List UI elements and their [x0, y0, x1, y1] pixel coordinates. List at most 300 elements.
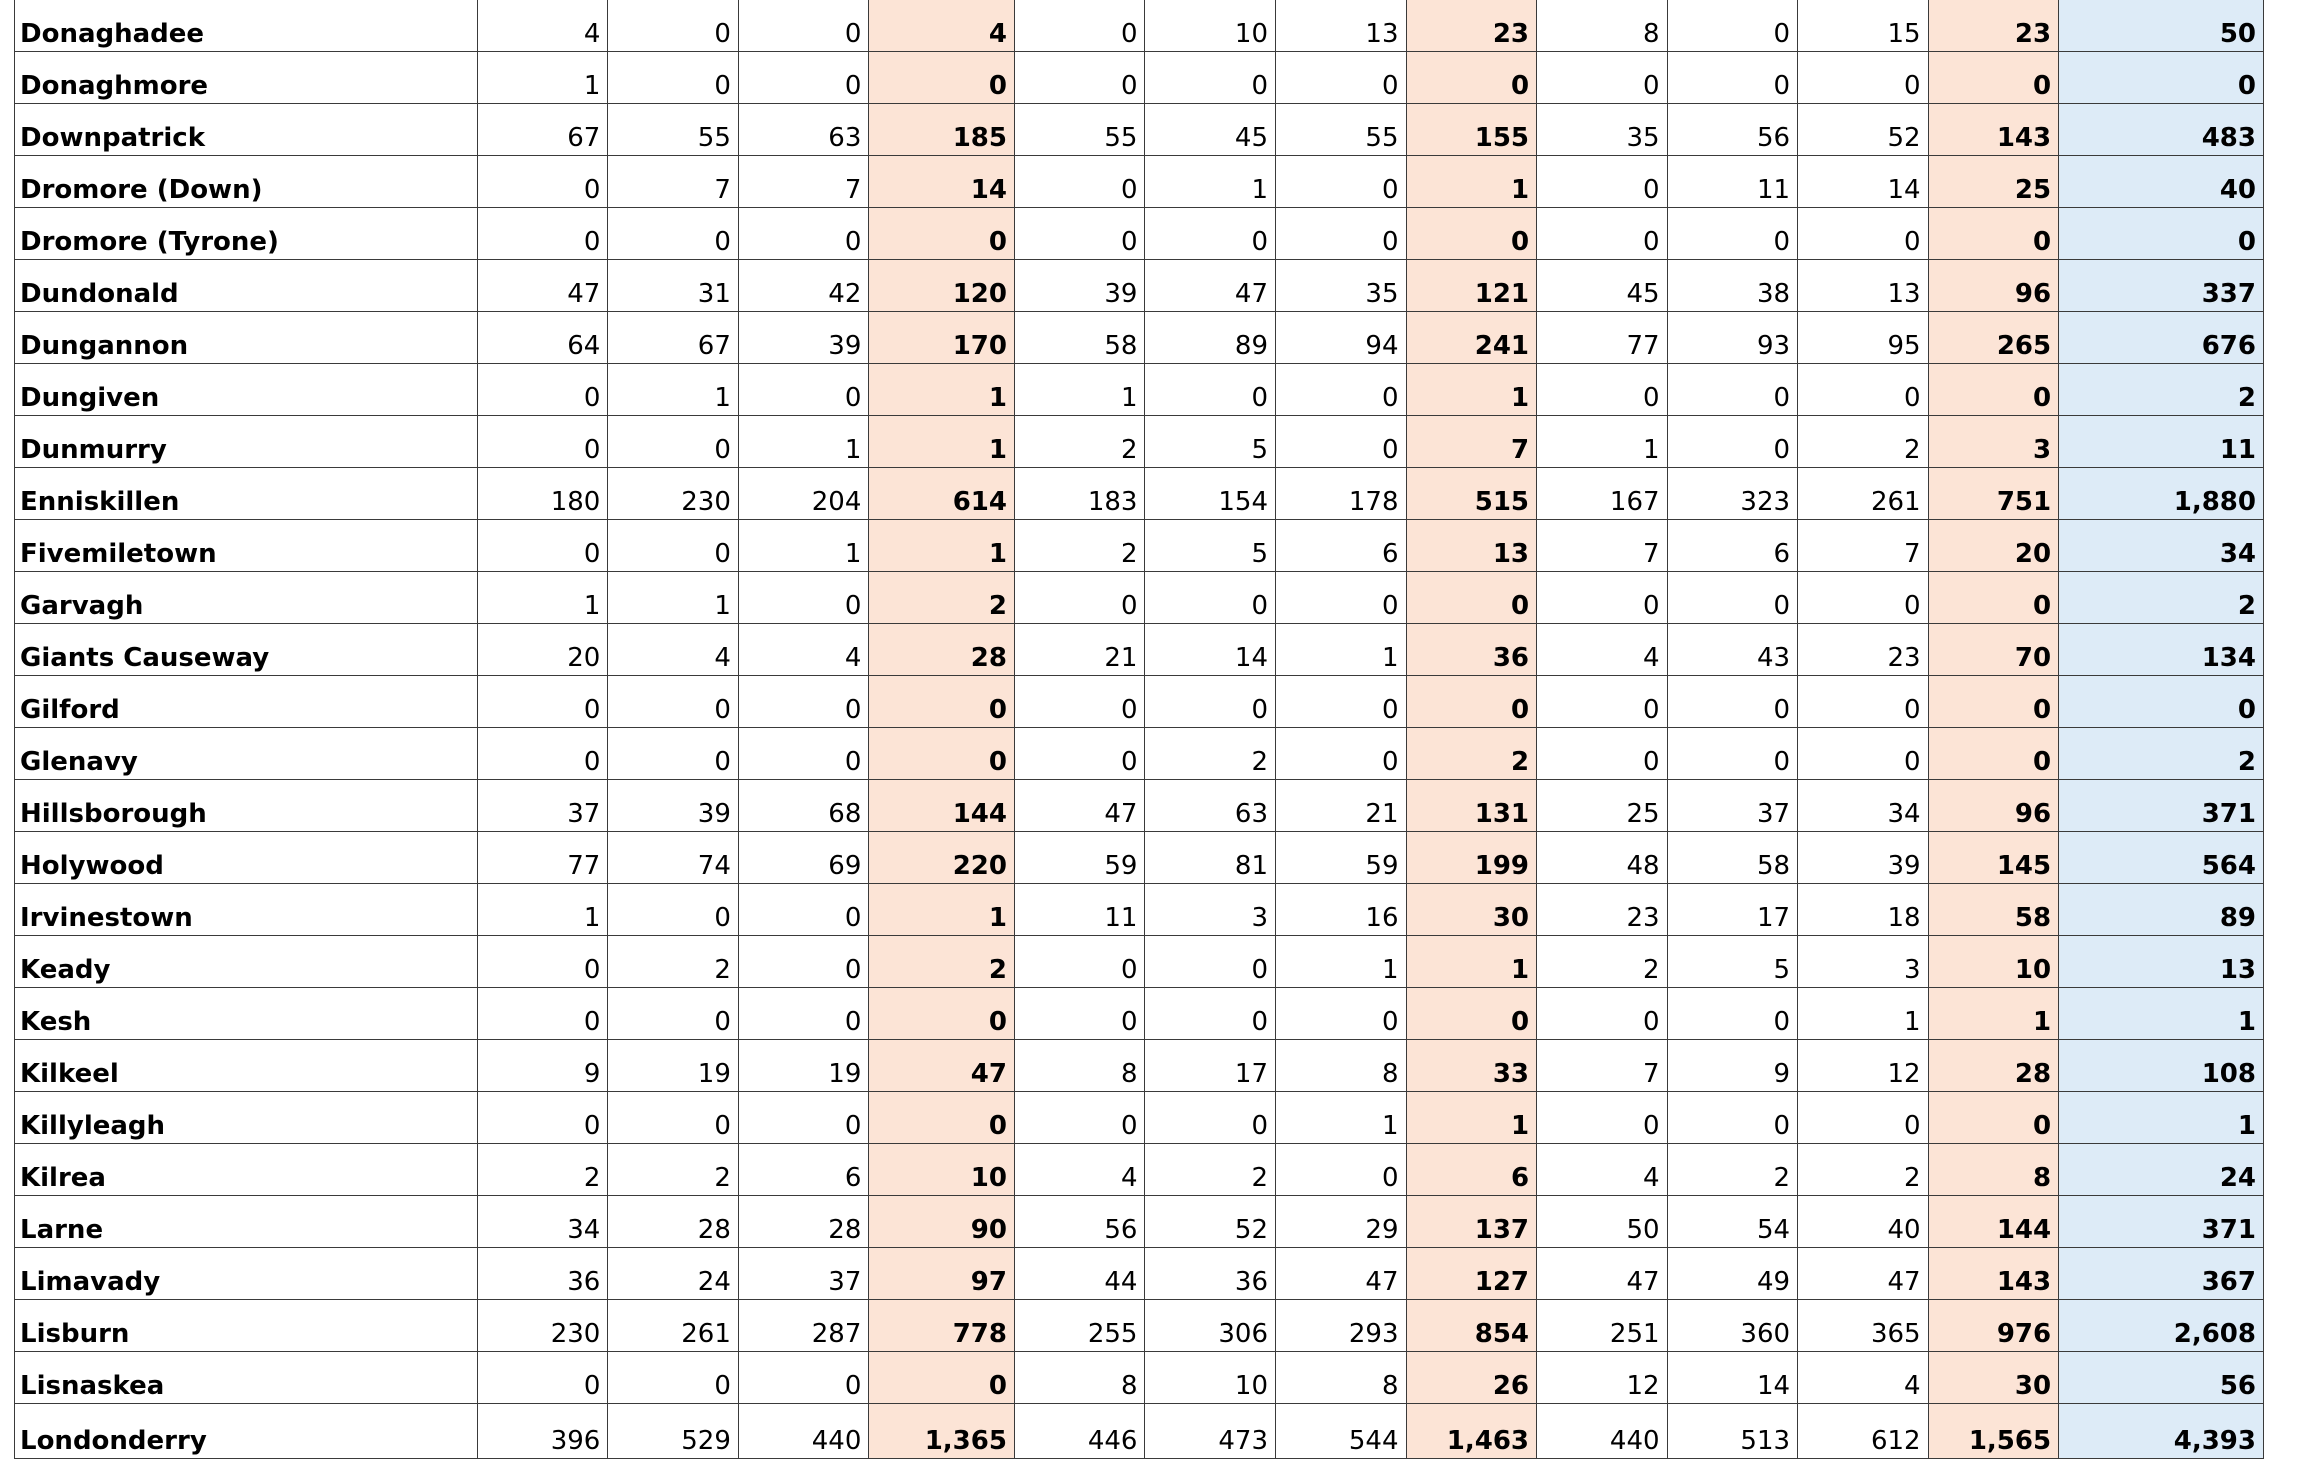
value-cell[interactable]: 204: [738, 468, 869, 520]
value-cell[interactable]: 0: [1667, 1092, 1798, 1144]
value-cell[interactable]: 0: [1276, 416, 1407, 468]
subtotal-cell[interactable]: 58: [1928, 884, 2059, 936]
value-cell[interactable]: 0: [1145, 52, 1276, 104]
town-name-cell[interactable]: Fivemiletown: [15, 520, 478, 572]
value-cell[interactable]: 56: [1667, 104, 1798, 156]
value-cell[interactable]: 36: [477, 1248, 608, 1300]
value-cell[interactable]: 47: [1014, 780, 1145, 832]
value-cell[interactable]: 55: [1014, 104, 1145, 156]
value-cell[interactable]: 0: [738, 728, 869, 780]
value-cell[interactable]: 59: [1014, 832, 1145, 884]
value-cell[interactable]: 0: [1537, 364, 1668, 416]
value-cell[interactable]: 43: [1667, 624, 1798, 676]
value-cell[interactable]: 95: [1798, 312, 1929, 364]
subtotal-cell[interactable]: 0: [1928, 1092, 2059, 1144]
value-cell[interactable]: 0: [1014, 936, 1145, 988]
value-cell[interactable]: 21: [1014, 624, 1145, 676]
value-cell[interactable]: 7: [1798, 520, 1929, 572]
value-cell[interactable]: 37: [738, 1248, 869, 1300]
value-cell[interactable]: 1: [1145, 156, 1276, 208]
value-cell[interactable]: 31: [608, 260, 739, 312]
value-cell[interactable]: 0: [1014, 572, 1145, 624]
subtotal-cell[interactable]: 47: [869, 1040, 1015, 1092]
value-cell[interactable]: 15: [1798, 0, 1929, 52]
value-cell[interactable]: 5: [1667, 936, 1798, 988]
subtotal-cell[interactable]: 515: [1406, 468, 1537, 520]
total-cell[interactable]: 0: [2059, 676, 2264, 728]
value-cell[interactable]: 54: [1667, 1196, 1798, 1248]
value-cell[interactable]: 0: [1667, 52, 1798, 104]
value-cell[interactable]: 4: [477, 0, 608, 52]
value-cell[interactable]: 0: [1798, 572, 1929, 624]
value-cell[interactable]: 473: [1145, 1404, 1276, 1459]
subtotal-cell[interactable]: 127: [1406, 1248, 1537, 1300]
value-cell[interactable]: 47: [1798, 1248, 1929, 1300]
total-cell[interactable]: 676: [2059, 312, 2264, 364]
value-cell[interactable]: 58: [1667, 832, 1798, 884]
value-cell[interactable]: 5: [1145, 416, 1276, 468]
value-cell[interactable]: 64: [477, 312, 608, 364]
subtotal-cell[interactable]: 0: [1928, 364, 2059, 416]
value-cell[interactable]: 0: [738, 572, 869, 624]
value-cell[interactable]: 0: [1145, 988, 1276, 1040]
subtotal-cell[interactable]: 1: [1406, 936, 1537, 988]
subtotal-cell[interactable]: 14: [869, 156, 1015, 208]
subtotal-cell[interactable]: 0: [1928, 52, 2059, 104]
value-cell[interactable]: 0: [477, 936, 608, 988]
subtotal-cell[interactable]: 0: [1406, 988, 1537, 1040]
value-cell[interactable]: 1: [738, 520, 869, 572]
town-name-cell[interactable]: Lisnaskea: [15, 1352, 478, 1404]
total-cell[interactable]: 2: [2059, 572, 2264, 624]
subtotal-cell[interactable]: 30: [1928, 1352, 2059, 1404]
value-cell[interactable]: 14: [1145, 624, 1276, 676]
town-name-cell[interactable]: Lisburn: [15, 1300, 478, 1352]
subtotal-cell[interactable]: 120: [869, 260, 1015, 312]
value-cell[interactable]: 37: [477, 780, 608, 832]
subtotal-cell[interactable]: 70: [1928, 624, 2059, 676]
value-cell[interactable]: 261: [608, 1300, 739, 1352]
value-cell[interactable]: 6: [738, 1144, 869, 1196]
value-cell[interactable]: 4: [1537, 1144, 1668, 1196]
value-cell[interactable]: 47: [477, 260, 608, 312]
value-cell[interactable]: 0: [738, 208, 869, 260]
value-cell[interactable]: 50: [1537, 1196, 1668, 1248]
value-cell[interactable]: 69: [738, 832, 869, 884]
value-cell[interactable]: 0: [1667, 0, 1798, 52]
total-cell[interactable]: 11: [2059, 416, 2264, 468]
value-cell[interactable]: 2: [477, 1144, 608, 1196]
town-name-cell[interactable]: Dromore (Tyrone): [15, 208, 478, 260]
value-cell[interactable]: 230: [477, 1300, 608, 1352]
subtotal-cell[interactable]: 10: [1928, 936, 2059, 988]
value-cell[interactable]: 287: [738, 1300, 869, 1352]
subtotal-cell[interactable]: 2: [869, 936, 1015, 988]
value-cell[interactable]: 59: [1276, 832, 1407, 884]
value-cell[interactable]: 446: [1014, 1404, 1145, 1459]
total-cell[interactable]: 134: [2059, 624, 2264, 676]
subtotal-cell[interactable]: 854: [1406, 1300, 1537, 1352]
value-cell[interactable]: 67: [477, 104, 608, 156]
town-name-cell[interactable]: Hillsborough: [15, 780, 478, 832]
value-cell[interactable]: 20: [477, 624, 608, 676]
value-cell[interactable]: 612: [1798, 1404, 1929, 1459]
value-cell[interactable]: 47: [1276, 1248, 1407, 1300]
value-cell[interactable]: 0: [1014, 52, 1145, 104]
value-cell[interactable]: 2: [1014, 416, 1145, 468]
value-cell[interactable]: 0: [1276, 676, 1407, 728]
subtotal-cell[interactable]: 199: [1406, 832, 1537, 884]
value-cell[interactable]: 0: [738, 364, 869, 416]
value-cell[interactable]: 0: [1145, 364, 1276, 416]
value-cell[interactable]: 0: [1014, 156, 1145, 208]
value-cell[interactable]: 0: [738, 676, 869, 728]
total-cell[interactable]: 0: [2059, 52, 2264, 104]
value-cell[interactable]: 0: [1537, 52, 1668, 104]
value-cell[interactable]: 18: [1798, 884, 1929, 936]
value-cell[interactable]: 0: [1667, 416, 1798, 468]
value-cell[interactable]: 17: [1667, 884, 1798, 936]
value-cell[interactable]: 38: [1667, 260, 1798, 312]
value-cell[interactable]: 0: [1667, 988, 1798, 1040]
subtotal-cell[interactable]: 33: [1406, 1040, 1537, 1092]
value-cell[interactable]: 0: [1667, 676, 1798, 728]
subtotal-cell[interactable]: 185: [869, 104, 1015, 156]
value-cell[interactable]: 183: [1014, 468, 1145, 520]
value-cell[interactable]: 0: [1145, 936, 1276, 988]
value-cell[interactable]: 81: [1145, 832, 1276, 884]
value-cell[interactable]: 19: [738, 1040, 869, 1092]
value-cell[interactable]: 1: [1537, 416, 1668, 468]
total-cell[interactable]: 108: [2059, 1040, 2264, 1092]
value-cell[interactable]: 74: [608, 832, 739, 884]
value-cell[interactable]: 0: [1145, 676, 1276, 728]
subtotal-cell[interactable]: 30: [1406, 884, 1537, 936]
value-cell[interactable]: 36: [1145, 1248, 1276, 1300]
value-cell[interactable]: 0: [608, 416, 739, 468]
value-cell[interactable]: 0: [1014, 988, 1145, 1040]
value-cell[interactable]: 28: [608, 1196, 739, 1248]
value-cell[interactable]: 8: [1537, 0, 1668, 52]
value-cell[interactable]: 0: [608, 520, 739, 572]
value-cell[interactable]: 0: [477, 416, 608, 468]
town-name-cell[interactable]: Dromore (Down): [15, 156, 478, 208]
value-cell[interactable]: 1: [1276, 936, 1407, 988]
value-cell[interactable]: 0: [1145, 1092, 1276, 1144]
value-cell[interactable]: 67: [608, 312, 739, 364]
total-cell[interactable]: 50: [2059, 0, 2264, 52]
value-cell[interactable]: 24: [608, 1248, 739, 1300]
value-cell[interactable]: 154: [1145, 468, 1276, 520]
subtotal-cell[interactable]: 1,565: [1928, 1404, 2059, 1459]
value-cell[interactable]: 0: [1667, 208, 1798, 260]
value-cell[interactable]: 56: [1014, 1196, 1145, 1248]
value-cell[interactable]: 55: [1276, 104, 1407, 156]
value-cell[interactable]: 365: [1798, 1300, 1929, 1352]
subtotal-cell[interactable]: 90: [869, 1196, 1015, 1248]
town-name-cell[interactable]: Larne: [15, 1196, 478, 1248]
value-cell[interactable]: 293: [1276, 1300, 1407, 1352]
value-cell[interactable]: 0: [608, 988, 739, 1040]
value-cell[interactable]: 0: [608, 0, 739, 52]
value-cell[interactable]: 1: [1014, 364, 1145, 416]
value-cell[interactable]: 0: [1276, 728, 1407, 780]
value-cell[interactable]: 77: [477, 832, 608, 884]
subtotal-cell[interactable]: 0: [1928, 676, 2059, 728]
value-cell[interactable]: 0: [1145, 572, 1276, 624]
subtotal-cell[interactable]: 13: [1406, 520, 1537, 572]
value-cell[interactable]: 45: [1537, 260, 1668, 312]
subtotal-cell[interactable]: 20: [1928, 520, 2059, 572]
value-cell[interactable]: 13: [1798, 260, 1929, 312]
subtotal-cell[interactable]: 0: [1406, 52, 1537, 104]
value-cell[interactable]: 34: [477, 1196, 608, 1248]
value-cell[interactable]: 0: [1798, 676, 1929, 728]
total-cell[interactable]: 34: [2059, 520, 2264, 572]
value-cell[interactable]: 2: [1798, 416, 1929, 468]
value-cell[interactable]: 39: [1798, 832, 1929, 884]
value-cell[interactable]: 8: [1014, 1040, 1145, 1092]
value-cell[interactable]: 0: [738, 0, 869, 52]
value-cell[interactable]: 10: [1145, 0, 1276, 52]
value-cell[interactable]: 167: [1537, 468, 1668, 520]
value-cell[interactable]: 2: [1014, 520, 1145, 572]
value-cell[interactable]: 0: [1537, 572, 1668, 624]
town-name-cell[interactable]: Giants Causeway: [15, 624, 478, 676]
value-cell[interactable]: 94: [1276, 312, 1407, 364]
subtotal-cell[interactable]: 614: [869, 468, 1015, 520]
value-cell[interactable]: 39: [1014, 260, 1145, 312]
value-cell[interactable]: 0: [1537, 728, 1668, 780]
value-cell[interactable]: 0: [1014, 676, 1145, 728]
value-cell[interactable]: 1: [608, 572, 739, 624]
value-cell[interactable]: 1: [738, 416, 869, 468]
subtotal-cell[interactable]: 0: [869, 988, 1015, 1040]
subtotal-cell[interactable]: 0: [869, 676, 1015, 728]
town-name-cell[interactable]: Dunmurry: [15, 416, 478, 468]
value-cell[interactable]: 0: [1276, 156, 1407, 208]
subtotal-cell[interactable]: 28: [1928, 1040, 2059, 1092]
value-cell[interactable]: 4: [738, 624, 869, 676]
subtotal-cell[interactable]: 1,463: [1406, 1404, 1537, 1459]
town-name-cell[interactable]: Donaghadee: [15, 0, 478, 52]
value-cell[interactable]: 40: [1798, 1196, 1929, 1248]
value-cell[interactable]: 0: [1276, 364, 1407, 416]
subtotal-cell[interactable]: 0: [869, 52, 1015, 104]
total-cell[interactable]: 2,608: [2059, 1300, 2264, 1352]
value-cell[interactable]: 0: [1537, 208, 1668, 260]
value-cell[interactable]: 3: [1145, 884, 1276, 936]
value-cell[interactable]: 9: [477, 1040, 608, 1092]
value-cell[interactable]: 2: [1667, 1144, 1798, 1196]
total-cell[interactable]: 1: [2059, 1092, 2264, 1144]
subtotal-cell[interactable]: 143: [1928, 104, 2059, 156]
value-cell[interactable]: 16: [1276, 884, 1407, 936]
value-cell[interactable]: 440: [1537, 1404, 1668, 1459]
value-cell[interactable]: 0: [608, 676, 739, 728]
total-cell[interactable]: 56: [2059, 1352, 2264, 1404]
value-cell[interactable]: 0: [738, 52, 869, 104]
subtotal-cell[interactable]: 0: [869, 208, 1015, 260]
value-cell[interactable]: 7: [1537, 1040, 1668, 1092]
subtotal-cell[interactable]: 1: [1406, 156, 1537, 208]
value-cell[interactable]: 1: [477, 572, 608, 624]
value-cell[interactable]: 0: [1667, 572, 1798, 624]
value-cell[interactable]: 0: [1798, 208, 1929, 260]
subtotal-cell[interactable]: 0: [1928, 728, 2059, 780]
value-cell[interactable]: 48: [1537, 832, 1668, 884]
value-cell[interactable]: 323: [1667, 468, 1798, 520]
value-cell[interactable]: 4: [608, 624, 739, 676]
value-cell[interactable]: 35: [1537, 104, 1668, 156]
town-name-cell[interactable]: Kesh: [15, 988, 478, 1040]
value-cell[interactable]: 4: [1798, 1352, 1929, 1404]
town-name-cell[interactable]: Downpatrick: [15, 104, 478, 156]
value-cell[interactable]: 1: [1276, 1092, 1407, 1144]
value-cell[interactable]: 0: [1798, 52, 1929, 104]
total-cell[interactable]: 40: [2059, 156, 2264, 208]
subtotal-cell[interactable]: 1: [1406, 364, 1537, 416]
value-cell[interactable]: 0: [477, 728, 608, 780]
subtotal-cell[interactable]: 976: [1928, 1300, 2059, 1352]
subtotal-cell[interactable]: 23: [1928, 0, 2059, 52]
subtotal-cell[interactable]: 3: [1928, 416, 2059, 468]
value-cell[interactable]: 34: [1798, 780, 1929, 832]
value-cell[interactable]: 44: [1014, 1248, 1145, 1300]
value-cell[interactable]: 180: [477, 468, 608, 520]
value-cell[interactable]: 0: [477, 208, 608, 260]
value-cell[interactable]: 7: [608, 156, 739, 208]
subtotal-cell[interactable]: 25: [1928, 156, 2059, 208]
total-cell[interactable]: 4,393: [2059, 1404, 2264, 1459]
value-cell[interactable]: 1: [477, 52, 608, 104]
value-cell[interactable]: 0: [1667, 364, 1798, 416]
subtotal-cell[interactable]: 1: [869, 416, 1015, 468]
subtotal-cell[interactable]: 7: [1406, 416, 1537, 468]
value-cell[interactable]: 0: [477, 988, 608, 1040]
subtotal-cell[interactable]: 1: [1406, 1092, 1537, 1144]
subtotal-cell[interactable]: 1,365: [869, 1404, 1015, 1459]
value-cell[interactable]: 0: [1276, 52, 1407, 104]
value-cell[interactable]: 77: [1537, 312, 1668, 364]
value-cell[interactable]: 19: [608, 1040, 739, 1092]
total-cell[interactable]: 337: [2059, 260, 2264, 312]
subtotal-cell[interactable]: 143: [1928, 1248, 2059, 1300]
value-cell[interactable]: 261: [1798, 468, 1929, 520]
town-name-cell[interactable]: Dungannon: [15, 312, 478, 364]
total-cell[interactable]: 367: [2059, 1248, 2264, 1300]
value-cell[interactable]: 47: [1145, 260, 1276, 312]
value-cell[interactable]: 29: [1276, 1196, 1407, 1248]
value-cell[interactable]: 6: [1276, 520, 1407, 572]
value-cell[interactable]: 8: [1014, 1352, 1145, 1404]
subtotal-cell[interactable]: 137: [1406, 1196, 1537, 1248]
value-cell[interactable]: 513: [1667, 1404, 1798, 1459]
subtotal-cell[interactable]: 0: [1928, 208, 2059, 260]
total-cell[interactable]: 89: [2059, 884, 2264, 936]
value-cell[interactable]: 1: [608, 364, 739, 416]
value-cell[interactable]: 11: [1667, 156, 1798, 208]
subtotal-cell[interactable]: 2: [1406, 728, 1537, 780]
total-cell[interactable]: 1: [2059, 988, 2264, 1040]
value-cell[interactable]: 17: [1145, 1040, 1276, 1092]
total-cell[interactable]: 2: [2059, 364, 2264, 416]
value-cell[interactable]: 0: [1276, 572, 1407, 624]
value-cell[interactable]: 12: [1537, 1352, 1668, 1404]
value-cell[interactable]: 255: [1014, 1300, 1145, 1352]
subtotal-cell[interactable]: 144: [869, 780, 1015, 832]
value-cell[interactable]: 0: [608, 1092, 739, 1144]
subtotal-cell[interactable]: 0: [1406, 676, 1537, 728]
subtotal-cell[interactable]: 0: [869, 1092, 1015, 1144]
subtotal-cell[interactable]: 0: [1406, 208, 1537, 260]
value-cell[interactable]: 8: [1276, 1352, 1407, 1404]
subtotal-cell[interactable]: 4: [869, 0, 1015, 52]
value-cell[interactable]: 37: [1667, 780, 1798, 832]
value-cell[interactable]: 0: [477, 1352, 608, 1404]
value-cell[interactable]: 4: [1014, 1144, 1145, 1196]
value-cell[interactable]: 0: [1798, 364, 1929, 416]
value-cell[interactable]: 2: [1798, 1144, 1929, 1196]
value-cell[interactable]: 11: [1014, 884, 1145, 936]
value-cell[interactable]: 7: [738, 156, 869, 208]
town-name-cell[interactable]: Dungiven: [15, 364, 478, 416]
value-cell[interactable]: 440: [738, 1404, 869, 1459]
value-cell[interactable]: 0: [608, 1352, 739, 1404]
subtotal-cell[interactable]: 8: [1928, 1144, 2059, 1196]
value-cell[interactable]: 52: [1145, 1196, 1276, 1248]
value-cell[interactable]: 0: [608, 208, 739, 260]
value-cell[interactable]: 10: [1145, 1352, 1276, 1404]
value-cell[interactable]: 25: [1537, 780, 1668, 832]
value-cell[interactable]: 0: [738, 1092, 869, 1144]
value-cell[interactable]: 9: [1667, 1040, 1798, 1092]
value-cell[interactable]: 0: [608, 884, 739, 936]
subtotal-cell[interactable]: 144: [1928, 1196, 2059, 1248]
town-name-cell[interactable]: Garvagh: [15, 572, 478, 624]
value-cell[interactable]: 0: [1014, 208, 1145, 260]
subtotal-cell[interactable]: 131: [1406, 780, 1537, 832]
subtotal-cell[interactable]: 1: [869, 884, 1015, 936]
value-cell[interactable]: 0: [1537, 1092, 1668, 1144]
subtotal-cell[interactable]: 170: [869, 312, 1015, 364]
value-cell[interactable]: 0: [477, 520, 608, 572]
subtotal-cell[interactable]: 26: [1406, 1352, 1537, 1404]
value-cell[interactable]: 0: [1014, 728, 1145, 780]
subtotal-cell[interactable]: 97: [869, 1248, 1015, 1300]
value-cell[interactable]: 8: [1276, 1040, 1407, 1092]
value-cell[interactable]: 52: [1798, 104, 1929, 156]
value-cell[interactable]: 0: [1537, 156, 1668, 208]
value-cell[interactable]: 0: [1276, 1144, 1407, 1196]
value-cell[interactable]: 529: [608, 1404, 739, 1459]
subtotal-cell[interactable]: 778: [869, 1300, 1015, 1352]
value-cell[interactable]: 0: [477, 364, 608, 416]
town-name-cell[interactable]: Gilford: [15, 676, 478, 728]
value-cell[interactable]: 45: [1145, 104, 1276, 156]
subtotal-cell[interactable]: 1: [869, 364, 1015, 416]
value-cell[interactable]: 0: [608, 52, 739, 104]
value-cell[interactable]: 12: [1798, 1040, 1929, 1092]
town-name-cell[interactable]: Londonderry: [15, 1404, 478, 1459]
value-cell[interactable]: 23: [1798, 624, 1929, 676]
value-cell[interactable]: 0: [1276, 208, 1407, 260]
total-cell[interactable]: 13: [2059, 936, 2264, 988]
value-cell[interactable]: 2: [1537, 936, 1668, 988]
value-cell[interactable]: 0: [477, 1092, 608, 1144]
subtotal-cell[interactable]: 241: [1406, 312, 1537, 364]
value-cell[interactable]: 39: [608, 780, 739, 832]
